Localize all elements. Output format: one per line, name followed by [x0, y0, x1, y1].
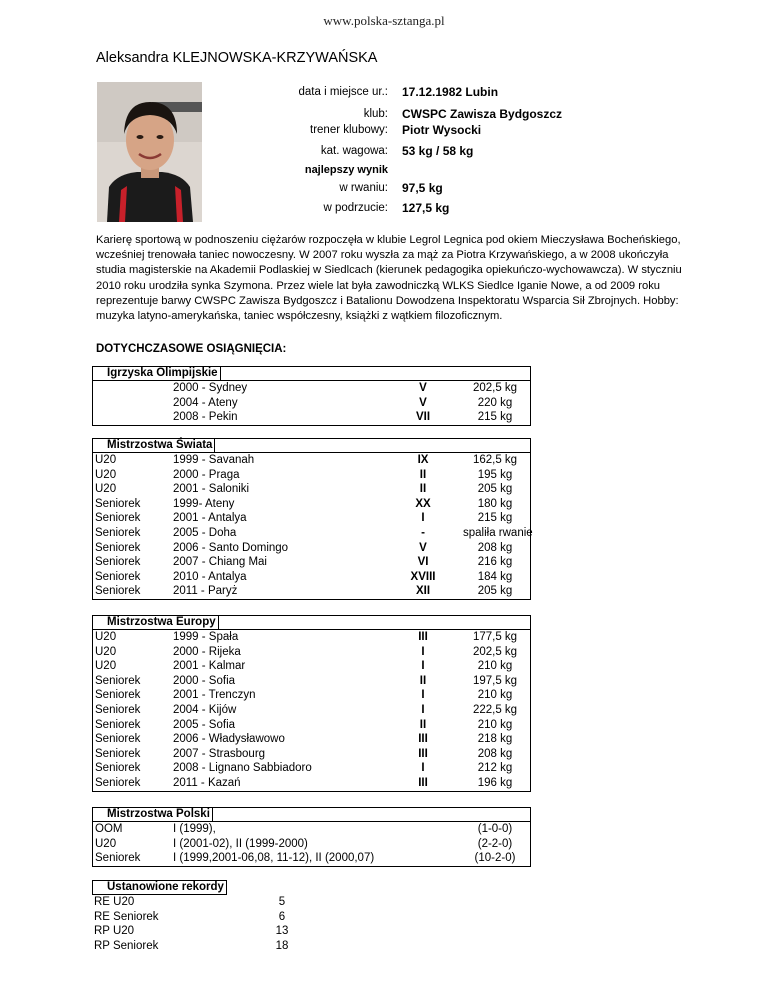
record-count: 5	[278, 896, 286, 908]
site-url[interactable]: www.polska-sztanga.pl	[323, 13, 445, 28]
row-event: 2000 - Sofia	[173, 674, 236, 687]
record-row	[92, 924, 312, 939]
clean-jerk-value: 127,5 kg	[402, 201, 450, 215]
row-result: 215 kg	[477, 411, 513, 424]
table-row	[93, 761, 530, 776]
row-place: I	[421, 645, 425, 658]
row-event: 2008 - Lignano Sabbiadoro	[173, 762, 312, 775]
table-row	[93, 747, 530, 762]
row-event: 2011 - Paryż	[173, 585, 238, 598]
row-category: Seniorek	[95, 852, 141, 865]
row-event: 1999- Ateny	[173, 497, 235, 510]
row-category: U20	[95, 645, 117, 658]
row-result: 220 kg	[477, 396, 513, 409]
row-category: Seniorek	[95, 747, 141, 760]
birth-label: data i miejsce ur.:	[298, 86, 388, 98]
portrait-graphic	[97, 82, 202, 222]
row-place: I	[421, 660, 425, 673]
row-event: 2005 - Doha	[173, 526, 237, 539]
row-place: I	[421, 703, 425, 716]
athlete-name: Aleksandra KLEJNOWSKA-KRZYWAŃSKA	[96, 50, 378, 66]
birth-value: 17.12.1982 Lubin	[402, 85, 499, 99]
row-category: Seniorek	[95, 556, 141, 569]
row-category: Seniorek	[95, 585, 141, 598]
row-result: 184 kg	[477, 570, 513, 583]
row-event: 2008 - Pekin	[173, 411, 238, 424]
section-title-text: Igrzyska Olimpijskie	[107, 367, 221, 380]
row-event: 2001 - Kalmar	[173, 660, 246, 673]
row-place: II	[419, 483, 427, 496]
table-row	[93, 381, 530, 396]
row-category: U20	[95, 483, 117, 496]
row-result: 212 kg	[477, 762, 513, 775]
row-place: I	[421, 512, 425, 525]
row-event: 2007 - Chiang Mai	[173, 556, 267, 569]
row-category: Seniorek	[95, 541, 141, 554]
row-event: 1999 - Spała	[173, 631, 239, 643]
table-row	[93, 468, 530, 483]
row-result: 210 kg	[477, 718, 513, 731]
row-category: Seniorek	[95, 526, 141, 539]
weight-class-value: 53 kg / 58 kg	[402, 144, 474, 158]
table-row	[93, 630, 530, 645]
table-row	[93, 776, 530, 791]
table-row	[93, 555, 530, 570]
row-category: Seniorek	[95, 776, 141, 789]
section-olympics	[92, 366, 531, 426]
table-row	[93, 497, 530, 512]
row-event: 1999 - Savanah	[173, 454, 255, 466]
row-event: 2011 - Kazań	[173, 776, 241, 789]
row-place: I	[421, 762, 425, 775]
achievements-heading: DOTYCHCZASOWE OSIĄGNIĘCIA:	[96, 343, 287, 355]
club-value: CWSPC Zawisza Bydgoszcz	[402, 107, 563, 121]
row-result: 218 kg	[477, 733, 513, 746]
row-place: II	[419, 674, 427, 687]
section-title: Ustanowione rekordy	[92, 880, 227, 895]
coach-value: Piotr Wysocki	[402, 123, 482, 137]
row-event: 2001 - Trenczyn	[173, 689, 256, 702]
table-row	[93, 410, 530, 425]
row-event: 2000 - Sydney	[173, 382, 248, 394]
row-event: 2004 - Ateny	[173, 396, 238, 409]
row-category: Seniorek	[95, 512, 141, 525]
best-result-heading: najlepszy wynik	[304, 164, 388, 176]
row-result: 216 kg	[477, 556, 513, 569]
row-result: 208 kg	[477, 747, 513, 760]
club-label: klub:	[363, 108, 388, 120]
row-result: 210 kg	[477, 689, 513, 702]
row-place: III	[418, 631, 428, 643]
section-title	[93, 616, 530, 630]
row-category: Seniorek	[95, 689, 141, 702]
record-count: 13	[275, 925, 289, 938]
table-row	[93, 822, 530, 837]
table-row	[93, 453, 530, 468]
row-result: 210 kg	[477, 660, 513, 673]
row-place: III	[418, 776, 428, 789]
table-row	[93, 396, 530, 411]
row-result: 202,5 kg	[472, 382, 518, 394]
section-title-text: Mistrzostwa Świata	[107, 439, 215, 452]
section-title-text: Mistrzostwa Europy	[107, 616, 219, 629]
row-event: 2004 - Kijów	[173, 703, 237, 716]
record-row	[92, 910, 312, 925]
section-world-championships	[92, 438, 531, 600]
row-event: I (1999),	[173, 823, 216, 835]
row-event: 2005 - Sofia	[173, 718, 236, 731]
row-event: 2000 - Rijeka	[173, 645, 241, 658]
row-category: Seniorek	[95, 570, 141, 583]
row-place: I	[421, 689, 425, 702]
record-name: RE Seniorek	[94, 910, 159, 923]
row-result: 196 kg	[477, 776, 513, 789]
snatch-label: w rwaniu:	[339, 182, 388, 194]
row-event: 2006 - Władysławowo	[173, 733, 285, 746]
row-place: V	[419, 396, 427, 409]
row-result: spaliła rwanie	[463, 526, 533, 539]
biography-text: Karierę sportową w podnoszeniu ciężarów rozpoczęła w klubie Legrol Legnica pod okiem Mieczysława Bocheńskiego, wcześniej trenowała taniec nowoczesny. W 2007 roku wyszła za mąż za Piotra Krzywańskiego, a w 2008 ukończyła studia magisterskie na Akademii Podlaskiej w Siedlcach (kierunek pedagogika opiekuńczo-wychowawcza). W styczniu 2010 roku urodziła synka Szymona. Przez wiele lat była zawodniczką WLKS Siedlce Iganie Nowe, a od 2009 roku reprezentuje barwy CWSPC Zawisza Bydgoszcz i Batalionu Dowodzena Inspektoratu Wsparcia Sił Zbrojnych. Hobby: muzyka latyno-amerykańska, taniec współczesny, książki z wątkiem filozoficznym.	[96, 234, 682, 323]
table-row	[93, 688, 530, 703]
row-category: U20	[95, 454, 117, 466]
row-event: I (2001-02), II (1999-2000)	[173, 837, 308, 850]
row-place: III	[418, 733, 428, 746]
row-result: 222,5 kg	[472, 703, 518, 716]
table-row	[93, 570, 530, 585]
row-event: 2001 - Antalya	[173, 512, 247, 525]
row-place: XVIII	[410, 570, 436, 583]
section-records	[92, 880, 312, 953]
row-category: U20	[95, 660, 117, 673]
row-event: I (1999,2001-06,08, 11-12), II (2000,07)	[173, 852, 375, 865]
row-result: (1-0-0)	[477, 823, 513, 835]
table-row	[93, 659, 530, 674]
row-category: Seniorek	[95, 703, 141, 716]
table-row	[93, 732, 530, 747]
row-event: 2010 - Antalya	[173, 570, 247, 583]
table-row	[93, 674, 530, 689]
record-count: 6	[278, 910, 286, 923]
record-name: RP U20	[94, 925, 135, 938]
row-event: 2007 - Strasbourg	[173, 747, 266, 760]
row-result: 177,5 kg	[472, 631, 518, 643]
table-row	[93, 541, 530, 556]
row-category: Seniorek	[95, 718, 141, 731]
table-row	[93, 645, 530, 660]
row-result: 208 kg	[477, 541, 513, 554]
weight-class-label: kat. wagowa:	[320, 145, 388, 157]
table-row	[93, 851, 530, 866]
row-result: 205 kg	[477, 483, 513, 496]
row-category: Seniorek	[95, 762, 141, 775]
row-category: Seniorek	[95, 674, 141, 687]
table-row	[93, 703, 530, 718]
table-row	[93, 482, 530, 497]
row-place: VII	[415, 411, 431, 424]
section-polish-championships	[92, 807, 531, 867]
section-title	[93, 439, 530, 453]
row-place: III	[418, 747, 428, 760]
row-place: II	[419, 718, 427, 731]
row-result: 202,5 kg	[472, 645, 518, 658]
section-title	[93, 367, 530, 381]
table-row	[93, 718, 530, 733]
row-place: II	[419, 468, 427, 481]
coach-label: trener klubowy:	[310, 124, 388, 136]
row-category: OOM	[95, 823, 123, 835]
row-category: Seniorek	[95, 497, 141, 510]
row-result: 162,5 kg	[472, 454, 518, 466]
row-result: 195 kg	[477, 468, 513, 481]
row-place: V	[419, 541, 427, 554]
table-row	[93, 584, 530, 599]
row-result: (2-2-0)	[477, 837, 513, 850]
section-european-championships	[92, 615, 531, 792]
row-place: XII	[415, 585, 431, 598]
row-result: 215 kg	[477, 512, 513, 525]
row-category: U20	[95, 631, 117, 643]
row-event: 2000 - Praga	[173, 468, 240, 481]
row-event: 2006 - Santo Domingo	[173, 541, 289, 554]
row-category: U20	[95, 468, 117, 481]
row-result: (10-2-0)	[474, 852, 516, 865]
clean-jerk-label: w podrzucie:	[323, 202, 388, 214]
record-name: RE U20	[94, 896, 135, 908]
table-row	[93, 526, 533, 541]
row-place: XX	[415, 497, 431, 510]
row-result: 205 kg	[477, 585, 513, 598]
table-row	[93, 511, 530, 526]
snatch-value: 97,5 kg	[402, 181, 443, 195]
record-row	[92, 895, 312, 910]
athlete-portrait-photo	[97, 82, 202, 222]
record-count: 18	[275, 939, 289, 952]
row-category: U20	[95, 837, 117, 850]
record-name: RP Seniorek	[94, 939, 159, 952]
row-category: Seniorek	[95, 733, 141, 746]
row-place: IX	[417, 454, 429, 466]
section-title	[93, 808, 530, 822]
record-row	[92, 939, 312, 954]
row-event: 2001 - Saloniki	[173, 483, 250, 496]
table-row	[93, 837, 530, 852]
row-result: 180 kg	[477, 497, 513, 510]
row-place: VI	[417, 556, 429, 569]
row-place: V	[419, 382, 427, 394]
row-place: -	[421, 526, 425, 539]
row-result: 197,5 kg	[472, 674, 518, 687]
section-title-text: Mistrzostwa Polski	[107, 808, 213, 821]
